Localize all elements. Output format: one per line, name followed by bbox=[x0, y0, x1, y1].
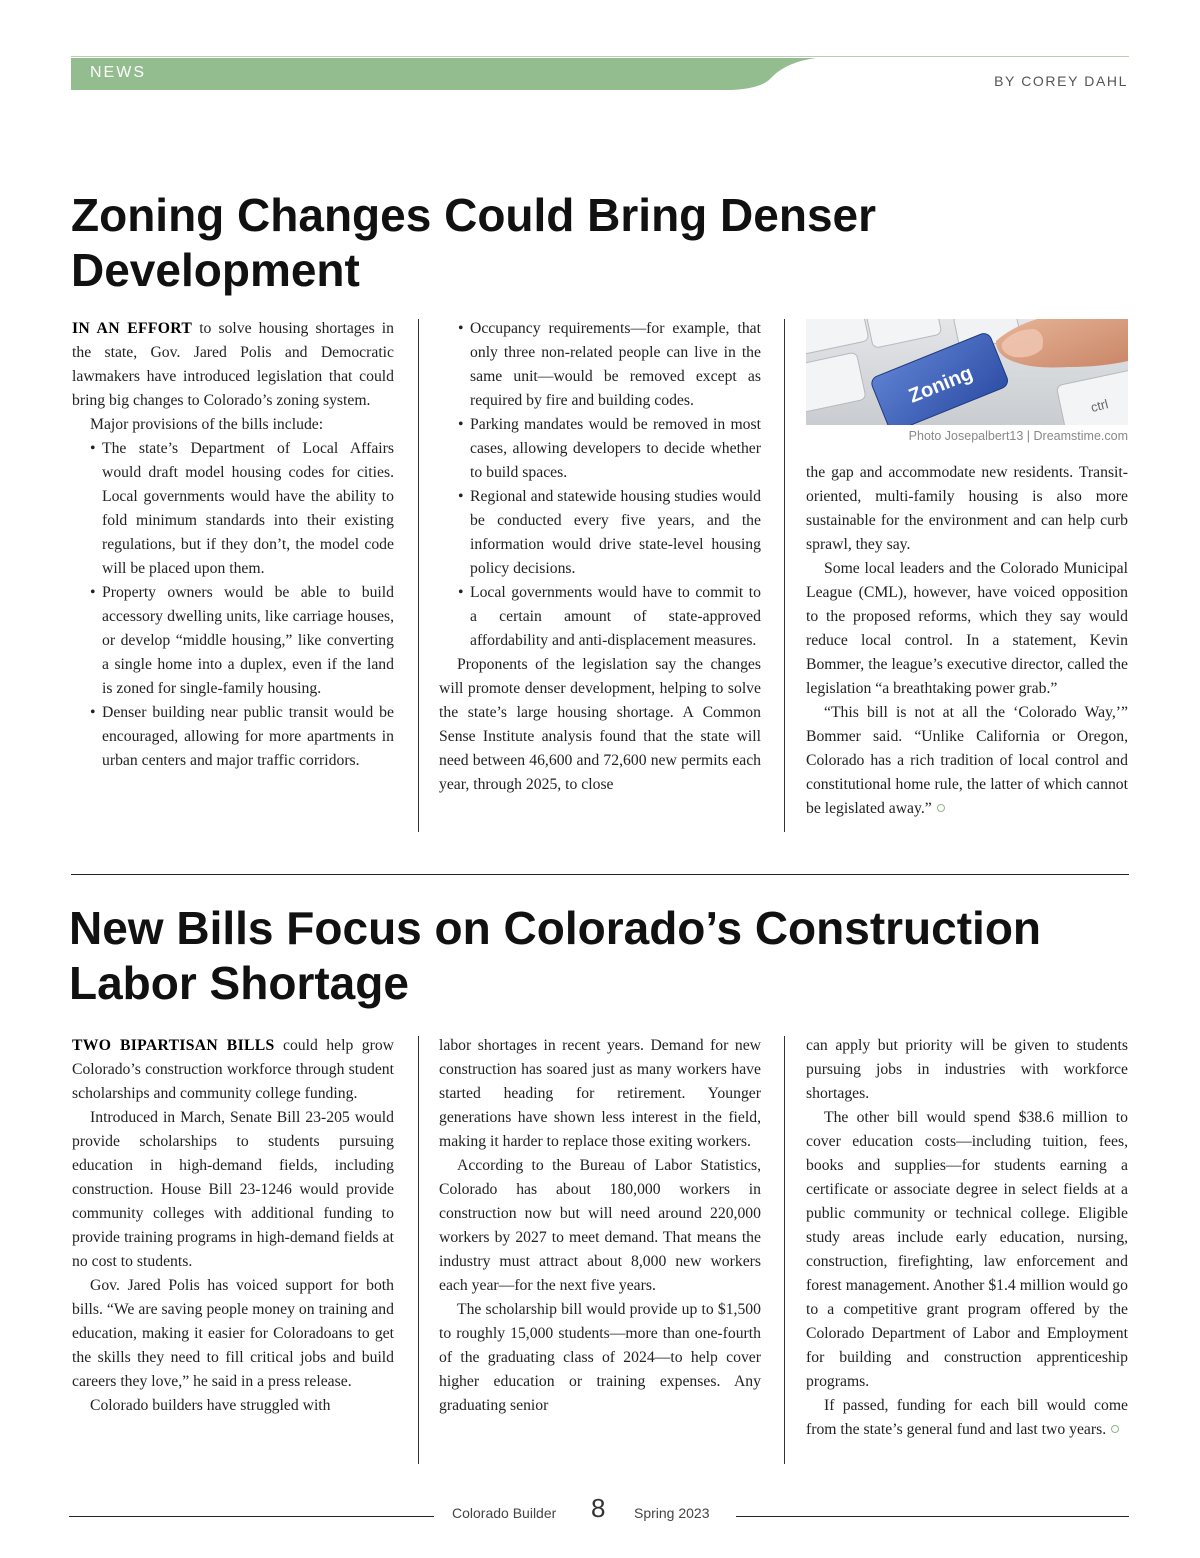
byline: BY COREY DAHL bbox=[994, 73, 1128, 89]
zoning-key-label: Zoning bbox=[905, 362, 976, 408]
article1-bullet: • Parking mandates would be removed in most cases, allowing developers to decide whether to build spaces. bbox=[439, 413, 761, 485]
article2-intro bbox=[72, 1034, 394, 1106]
section-banner bbox=[71, 58, 831, 90]
article1-bullet: • Property owners would be able to build accessory dwelling units, like carriage houses, or develop “middle housing,” like converting a single home into a duplex, even if the land is zoned for single-family housing. bbox=[72, 581, 394, 701]
article1-quote-text: “This bill is not at all the ‘Colorado Way,’” Bommer said. “Unlike California or Oregon, Colorado has a rich tradition of local control and constitutional home rule, the latter of which cannot be legislated away.” bbox=[806, 704, 1128, 817]
photo-credit: Photo Josepalbert13 | Dreamstime.com bbox=[908, 429, 1128, 443]
column-divider bbox=[418, 319, 419, 832]
article2-builders-continued: labor shortages in recent years. Demand for new construction has soared just as many workers have started heading for retirement. Younger generations have shown less interest in the field, making it harder to replace those exiting workers. bbox=[439, 1037, 761, 1150]
article1-provisions-intro: Major provisions of the bills include: bbox=[90, 416, 324, 433]
column-divider bbox=[418, 1036, 419, 1464]
keyboard-illustration bbox=[806, 319, 1128, 425]
article2-bls: According to the Bureau of Labor Statistics, Colorado has about 180,000 workers in construction now but will need around 220,000 workers by 2027 to meet demand. That means the industry must attract about 8,000 new workers each year—for the next five years. bbox=[439, 1157, 761, 1294]
article1-column-1 bbox=[72, 317, 394, 773]
zoning-keyboard-photo bbox=[806, 319, 1128, 425]
footer-issue: Spring 2023 bbox=[634, 1505, 710, 1521]
article1-quote bbox=[806, 701, 1128, 821]
article-separator bbox=[71, 874, 1129, 875]
article1-proponents: Proponents of the legislation say the changes will promote denser development, helping to solve the state’s large housing shortage. A Common Sense Institute analysis found that the state will need between 46,600 and 72,600 new permits each year, through 2025, to close bbox=[439, 656, 761, 793]
article2-introduced: Introduced in March, Senate Bill 23-205 would provide scholarships to students pursuing education in high-demand fields, including construction. House Bill 23-1246 would provide community colleges with additional funding to provide training programs in high-demand fields at no cost to students. bbox=[72, 1109, 394, 1270]
article1-bullet: • Occupancy requirements—for example, that only three non-related people can live in the same unit—would be removed except as required by fire and building codes. bbox=[439, 317, 761, 413]
article1-bullet: • Denser building near public transit would be encouraged, allowing for more apartments in urban centers and major traffic corridors. bbox=[72, 701, 394, 773]
article1-lead-in: IN AN EFFORT bbox=[72, 320, 193, 337]
article1-opposition: Some local leaders and the Colorado Municipal League (CML), however, have voiced opposition to the proposed reforms, which they say would reduce local control. In a statement, Kevin Bommer, the league’s executive director, called the legislation “a breathtaking power grab.” bbox=[806, 560, 1128, 697]
article1-bullet: • Local governments would have to commit to a certain amount of state-approved affordability and anti-displacement measures. bbox=[439, 581, 761, 653]
article1-column-3 bbox=[806, 461, 1128, 821]
header-rule bbox=[71, 56, 1129, 57]
article1-intro-text: to solve housing shortages in the state, Gov. Jared Polis and Democratic lawmakers have introduced legislation that could bring big changes to Colorado’s zoning system. bbox=[72, 320, 395, 409]
article2-column-3 bbox=[806, 1034, 1128, 1442]
article2-headline bbox=[69, 901, 1149, 1011]
article1-intro bbox=[72, 317, 394, 413]
article1-proponents-continued: the gap and accommodate new residents. Transit-oriented, multi-family housing is also more sustainable for the environment and can help curb sprawl, they say. bbox=[806, 464, 1128, 553]
article2-lead-in: TWO BIPARTISAN BILLS bbox=[72, 1037, 275, 1054]
column-divider bbox=[784, 319, 785, 832]
article1-headline bbox=[71, 188, 1071, 298]
article2-intro-text: could help grow Colorado’s construction workforce through student scholarships and community college funding. bbox=[72, 1037, 394, 1102]
article1-headline-line1: Zoning Changes Could Bring Denser bbox=[71, 189, 877, 241]
article2-funding-text: If passed, funding for each bill would come from the state’s general fund and last two years. bbox=[806, 1397, 1128, 1438]
article2-funding bbox=[806, 1394, 1128, 1442]
section-label: NEWS bbox=[90, 64, 146, 81]
footer-rule-right bbox=[736, 1516, 1129, 1517]
article1-bullet: • The state’s Department of Local Affairs would draft model housing codes for cities. Local governments would have the ability to fold minimum standards into their existing regulations, but if they don’t, the model code will be placed upon them. bbox=[72, 437, 394, 581]
end-of-article-icon bbox=[937, 804, 945, 812]
article2-column-1 bbox=[72, 1034, 394, 1418]
end-of-article-icon bbox=[1111, 1425, 1119, 1433]
footer-publication: Colorado Builder bbox=[452, 1505, 557, 1521]
column-divider bbox=[784, 1036, 785, 1464]
article2-builders: Colorado builders have struggled with bbox=[90, 1397, 331, 1414]
article1-bullet: • Regional and statewide housing studies would be conducted every five years, and the information would drive state-level housing policy decisions. bbox=[439, 485, 761, 581]
section-banner-shape bbox=[71, 58, 816, 90]
article1-column-2 bbox=[439, 317, 761, 797]
article2-scholarship: The scholarship bill would provide up to $1,500 to roughly 15,000 students—more than one-fourth of the graduating class of 2024—to help cover higher education or training expenses. Any graduating senior bbox=[439, 1301, 761, 1414]
footer-rule-left bbox=[69, 1516, 434, 1517]
page-number: 8 bbox=[591, 1493, 606, 1523]
article2-polis: Gov. Jared Polis has voiced support for both bills. “We are saving people money on training and education, making it easier for Coloradoans to get the skills they need to fill critical jobs and build careers they love,” he said in a press release. bbox=[72, 1277, 394, 1390]
article1-headline-line2: Development bbox=[71, 244, 360, 296]
ctrl-key-label: ctrl bbox=[1089, 396, 1110, 416]
article2-scholarship-continued: can apply but priority will be given to students pursuing jobs in industries with workforce shortages. bbox=[806, 1037, 1128, 1102]
article2-headline-line1: New Bills Focus on Colorado’s Construction bbox=[69, 902, 1042, 954]
article2-headline-line2: Labor Shortage bbox=[69, 957, 409, 1009]
article2-other-bill: The other bill would spend $38.6 million to cover education costs—including tuition, fees, books and supplies—for students earning a certificate or associate degree in select fields at a public community or technical college. Eligible study areas include early education, nursing, construction, firefighting, law enforcement and forest management. Another $1.4 million would go to a competitive grant program offered by the Colorado Department of Labor and Employment for building and construction apprenticeship programs. bbox=[806, 1109, 1128, 1390]
article2-column-2 bbox=[439, 1034, 761, 1418]
